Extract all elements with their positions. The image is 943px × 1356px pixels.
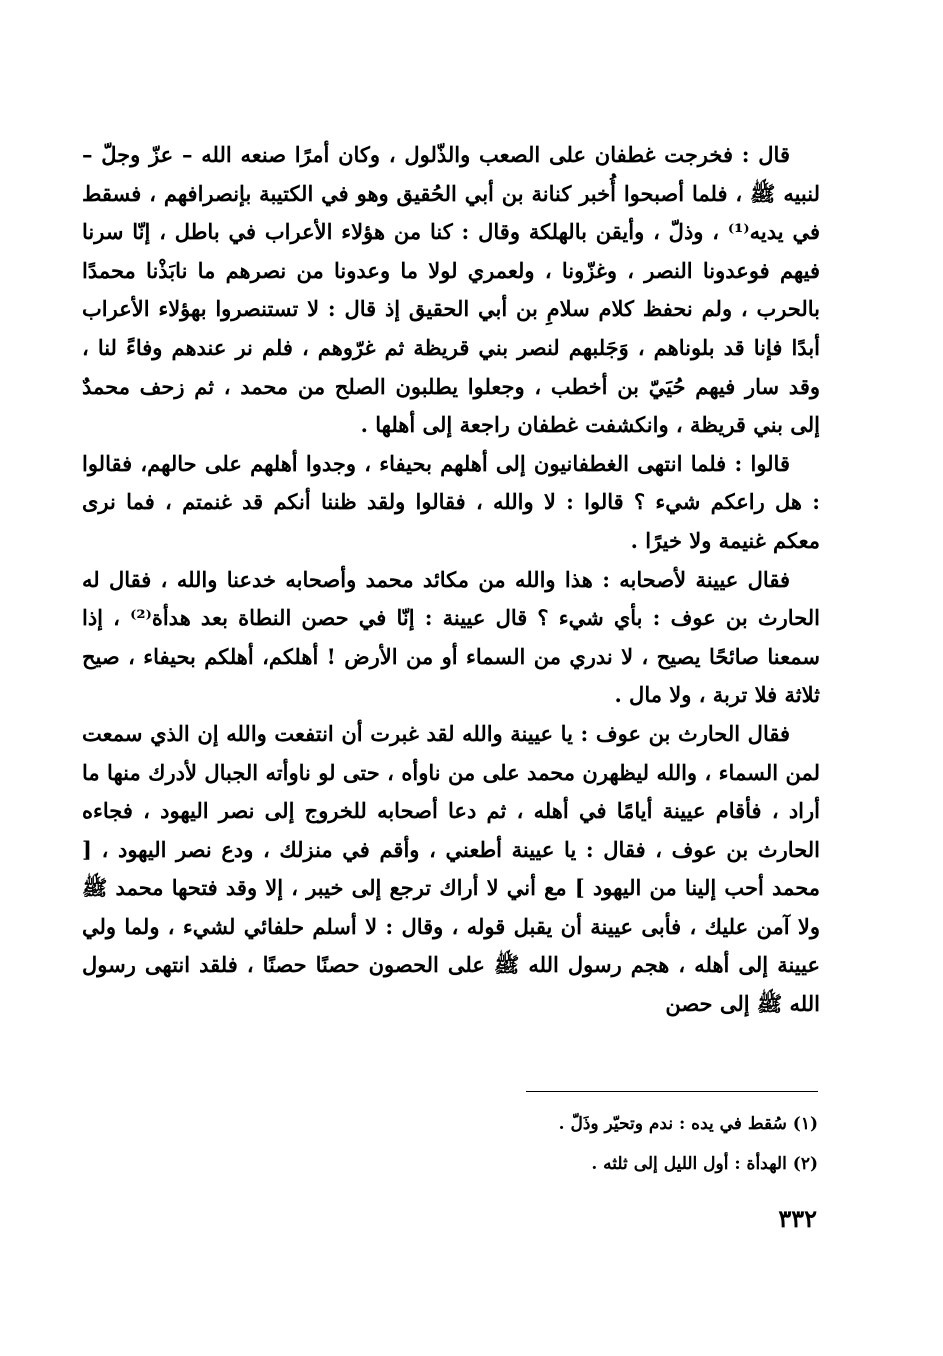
paragraph-1: قال : فخرجت غطفان على الصعب والذّلول ، وكان أمرًا صنعه الله – عزّ وجلّ – لنبيه ﷺ ، فلما أصبحوا أُخبر كنانة بن أبي الحُقيق وهو في الكتيبة بإنصرافهم ، فسقط في يديه⁽¹⁾ ، وذلّ ، وأيقن بالهلكة وقال : كنا من هؤلاء الأعراب في باطل ، إنّا سرنا فيهم فوعدونا النصر ، وغزّونا ، ولعمري لولا ما وعدونا من نصرهم ما نابَذْنا محمدًا بالحرب ، ولم نحفظ كلام سلامِ بن أبي الحقيق إذ قال : لا تستنصروا بهؤلاء الأعراب أبدًا فإنا قد بلوناهم ، وَجَلبهم لنصر بني قريظة ثم غرّوهم ، فلم نر عندهم وفاءً لنا ، وقد سار فيهم حُيَيّ بن أخطب ، وجعلوا يطلبون الصلح من محمد ، ثم زحف محمدٌ إلى بني قريظة ، وانكشفت غطفان راجعة إلى أهلها . <box>82 142 820 438</box>
paragraph-4: فقال الحارث بن عوف : يا عيينة والله لقد غبرت أن انتفعت والله إن الذي سمعت لمن السماء ، والله ليظهرن محمد على من ناوأه ، حتى لو ناوأته الجبال لأدرك منها ما أراد ، فأقام عيينة أيامًا في أهله ، ثم دعا أصحابه للخروج إلى نصر اليهود ، فجاءه الحارث بن عوف ، فقال : يا عيينة أطعني ، وأقم في منزلك ، ودع نصر اليهود ، [ محمد أحب إلينا من اليهود ] مع أني لا أراك ترجع إلى خيبر ، إلا وقد فتحها محمد ﷺ ولا آمن عليك ، فأبى عيينة أن يقبل قوله ، وقال : لا أسلم حلفائي لشيء ، ولما ولي عيينة إلى أهله ، هجم رسول الله ﷺ على الحصون حصنًا حصنًا ، فلقد انتهى رسول الله ﷺ إلى حصن <box>82 720 820 1017</box>
main-text <box>82 136 820 1024</box>
footnotes <box>420 1104 818 1184</box>
footnote-2: (٢) الهدأة : أول الليل إلى ثلثه . <box>591 1154 818 1174</box>
page-number: ٣٣٢ <box>778 1204 817 1233</box>
paragraph-3: فقال عيينة لأصحابه : هذا والله من مكائد محمد وأصحابه خدعنا والله ، فقال له الحارث بن عوف : بأي شيء ؟ قال عيينة : إنّا في حصن النطاة بعد هدأة⁽²⁾ ، إذا سمعنا صائحًا يصيح ، لا ندري من السماء أو من الأرض ! أهلكم، أهلكم بحيفاء ، صيح ثلاثة فلا تربة ، ولا مال . <box>82 566 820 708</box>
footnote-1: (١) سُقط في يده : ندم وتحيّر وذَلّ . <box>558 1114 818 1134</box>
footnote-divider <box>526 1091 818 1092</box>
paragraph-2: قالوا : فلما انتهى الغطفانيون إلى أهلهم بحيفاء ، وجدوا أهلهم على حالهم، فقالوا : هل راعكم شيء ؟ قالوا : لا والله ، فقالوا ولقد ظننا أنكم قد غنمتم ، فما نرى معكم غنيمة ولا خيرًا . <box>82 450 820 553</box>
